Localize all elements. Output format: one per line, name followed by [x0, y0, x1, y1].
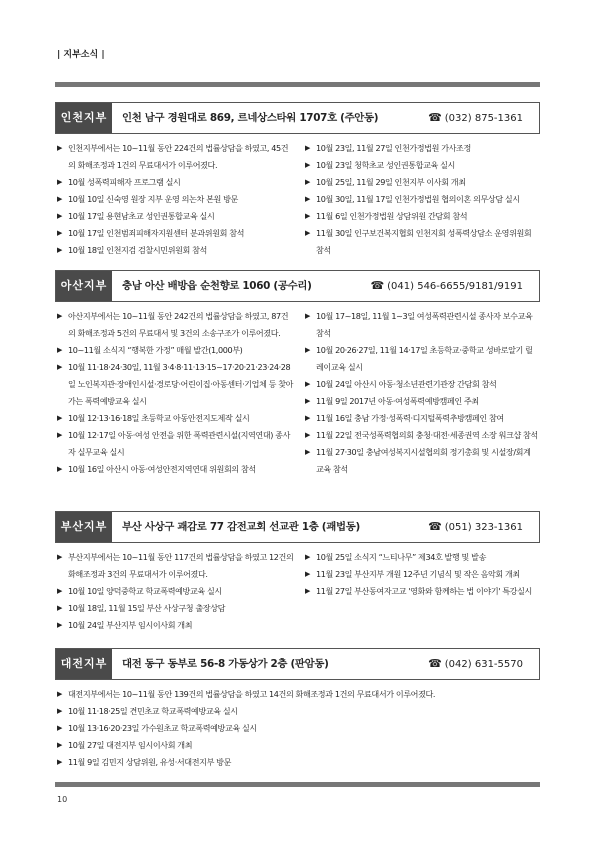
bullet-icon: ▶ [305, 144, 310, 152]
section-label: 부산지부 [56, 512, 112, 542]
bullet-icon: ▶ [305, 587, 310, 595]
bullet-icon: ▶ [57, 195, 62, 203]
list-item: ▶ 10월 11·18·25일 견민초교 학교폭력예방교육 실시 [57, 703, 537, 720]
list-item: ▶ 아산지부에서는 10~11월 동안 242건의 법률상담을 하였고, 87건의 화해조정과 5건의 무료대서 및 3건의 소송구조가 이루어졌다. [57, 308, 295, 342]
list-item: ▶ 11월 23일 부산지부 개원 12주년 기념식 및 작은 음악회 개최 [305, 566, 539, 583]
phone-icon: ☎ [428, 520, 442, 533]
bullet-icon: ▶ [305, 178, 310, 186]
section-label: 대전지부 [56, 649, 112, 679]
top-rule [55, 82, 540, 87]
list-item: ▶ 인천지부에서는 10~11월 동안 224건의 법률상담을 하였고, 45건의 화해조정과 1건의 무료대서가 이루어졌다. [57, 140, 295, 174]
bullet-icon: ▶ [305, 229, 310, 237]
section-asan [55, 270, 540, 474]
section-label: 아산지부 [56, 271, 112, 301]
section-label: 인천지부 [56, 103, 112, 133]
list-item: ▶ 10월 17일 용현남초교 성인권통합교육 실시 [57, 208, 295, 225]
list-item: ▶ 10월 23일, 11월 27일 인천가정법원 가사조정 [305, 140, 539, 157]
section-phone [428, 512, 523, 543]
section-header [55, 648, 540, 680]
bullet-icon: ▶ [305, 161, 310, 169]
phone-icon: ☎ [370, 279, 385, 292]
bullet-icon: ▶ [57, 758, 62, 766]
section-address: 대전 동구 동부로 56-8 가동상가 2층 (판암동) [122, 658, 329, 670]
section-header [55, 102, 540, 134]
item-list-right [305, 140, 539, 259]
list-item: ▶ 10월 13·16·20·23일 가수원초교 학교폭력예방교육 실시 [57, 720, 537, 737]
bullet-icon: ▶ [57, 312, 62, 320]
list-item: ▶ 10월 20·26·27일, 11월 14·17일 초등학교·중학교 성바로알기 릴레이교육 실시 [305, 342, 539, 376]
phone-number: (051) 323-1361 [444, 522, 523, 533]
list-item: ▶ 11월 27·30일 충남여성복지시설협의회 정기총회 및 시설장/회계 교육 참석 [305, 444, 539, 478]
list-item: ▶ 10월 24일 부산지부 임시이사회 개최 [57, 617, 295, 634]
section-header [55, 511, 540, 543]
item-list-left [57, 140, 295, 259]
list-item: ▶ 11월 16일 충남 가정·성폭력·디지털폭력추방캠페인 참여 [305, 410, 539, 427]
bullet-icon: ▶ [57, 144, 62, 152]
phone-number: (042) 631-5570 [444, 659, 523, 670]
list-item: ▶ 10월 25일, 11월 29일 인천지부 이사회 개최 [305, 174, 539, 191]
list-item: ▶ 10월 성폭력피해자 프로그램 실시 [57, 174, 295, 191]
bullet-icon: ▶ [57, 604, 62, 612]
list-item: ▶ 11월 22일 전국성폭력협의회 충청·대전·세종권역 소장 워크샵 참석 [305, 427, 539, 444]
bullet-icon: ▶ [57, 741, 62, 749]
bullet-icon: ▶ [57, 178, 62, 186]
section-phone [428, 649, 523, 680]
list-item: ▶ 11월 9일 김민지 상담위원, 유성·서대전지부 방문 [57, 754, 537, 771]
list-item: ▶ 10월 10일 양덕중학교 학교폭력예방교육 실시 [57, 583, 295, 600]
section-daejeon [55, 648, 540, 771]
bullet-icon: ▶ [305, 414, 310, 422]
bullet-icon: ▶ [57, 724, 62, 732]
bullet-icon: ▶ [305, 212, 310, 220]
list-item: ▶ 10월 12·13·16·18일 초등학교 아동안전지도제작 실시 [57, 410, 295, 427]
bullet-icon: ▶ [57, 587, 62, 595]
running-head: | 지부소식 | [57, 50, 105, 60]
bullet-icon: ▶ [57, 621, 62, 629]
section-address: 충남 아산 배방읍 순천향로 1060 (공수리) [122, 280, 312, 292]
bullet-icon: ▶ [305, 312, 310, 320]
bullet-icon: ▶ [57, 465, 62, 473]
item-list-right [305, 549, 539, 600]
list-item: ▶ 10월 27일 대전지부 임시이사회 개최 [57, 737, 537, 754]
bullet-icon: ▶ [57, 553, 62, 561]
section-phone [370, 271, 523, 302]
section-phone [428, 103, 523, 134]
bullet-icon: ▶ [57, 431, 62, 439]
item-list-right [305, 308, 539, 478]
bullet-icon: ▶ [305, 346, 310, 354]
list-item: ▶ 11월 9일 2017년 아동·여성폭력예방캠페인 주최 [305, 393, 539, 410]
list-item: ▶ 10월 11·18·24·30일, 11월 3·4·8·11·13·15~17·20·21·23·24·28일 노인복지관·장애인시설·경로당·어린이집·아동센터·기업체 등 찾아가는 폭력예방교육 실시 [57, 359, 295, 410]
list-item: ▶ 10월 17~18일, 11월 1~3일 여성폭력관련시설 종사자 보수교육 참석 [305, 308, 539, 342]
list-item: ▶ 11월 30일 인구보건복지협회 인천지회 성폭력상담소 운영위원회 참석 [305, 225, 539, 259]
list-item: ▶ 10~11월 소식지 “행복한 가정” 매월 발간(1,000부) [57, 342, 295, 359]
section-address: 부산 사상구 괘감로 77 감전교회 선교관 1층 (괘법동) [122, 521, 360, 533]
page-number: 10 [57, 795, 68, 804]
phone-icon: ☎ [428, 657, 442, 670]
list-item: ▶ 부산지부에서는 10~11월 동안 117건의 법률상담을 하였고 12건의 화해조정과 3건의 무료대서가 이루어졌다. [57, 549, 295, 583]
bullet-icon: ▶ [57, 707, 62, 715]
bullet-icon: ▶ [57, 414, 62, 422]
bullet-icon: ▶ [57, 246, 62, 254]
item-list-left [57, 308, 295, 478]
bullet-icon: ▶ [305, 553, 310, 561]
section-header [55, 270, 540, 302]
bullet-icon: ▶ [57, 212, 62, 220]
bottom-rule [55, 782, 540, 787]
item-list [57, 686, 537, 771]
bullet-icon: ▶ [305, 431, 310, 439]
section-incheon [55, 102, 540, 255]
section-address: 인천 남구 경원대로 869, 르네상스타워 1707호 (주안동) [122, 112, 379, 124]
bullet-icon: ▶ [305, 195, 310, 203]
bullet-icon: ▶ [57, 229, 62, 237]
list-item: ▶ 10월 10일 신숙영 원장 지부 운영 의논차 본원 방문 [57, 191, 295, 208]
list-item: ▶ 10월 18일, 11월 15일 부산 사상구청 출장상담 [57, 600, 295, 617]
list-item: ▶ 10월 25일 소식지 “느티나무” 제34호 발행 및 발송 [305, 549, 539, 566]
section-busan [55, 511, 540, 630]
bullet-icon: ▶ [305, 380, 310, 388]
list-item: ▶ 10월 12·17일 아동·여성 안전을 위한 폭력관련시설(지역연대) 종사자 실무교육 실시 [57, 427, 295, 461]
bullet-icon: ▶ [57, 346, 62, 354]
list-item: ▶ 10월 18일 인천지검 검찰시민위원회 참석 [57, 242, 295, 259]
list-item: ▶ 10월 17일 인천범죄피해자지원센터 분과위원회 참석 [57, 225, 295, 242]
list-item: ▶ 10월 23일 청학초교 성인권통합교육 실시 [305, 157, 539, 174]
item-list-left [57, 549, 295, 634]
list-item: ▶ 11월 6일 인천가정법원 상담위원 간담회 참석 [305, 208, 539, 225]
list-item: ▶ 11월 27일 부산동여자고교 '영화와 함께하는 법 이야기' 특강실시 [305, 583, 539, 600]
bullet-icon: ▶ [305, 570, 310, 578]
phone-number: (041) 546-6655/9181/9191 [387, 281, 523, 292]
bullet-icon: ▶ [305, 397, 310, 405]
list-item: ▶ 10월 30일, 11월 17일 인천가정법원 협의이혼 의무상담 실시 [305, 191, 539, 208]
list-item: ▶ 10월 16일 아산시 아동·여성안전지역연대 위원회의 참석 [57, 461, 295, 478]
bullet-icon: ▶ [305, 448, 310, 456]
phone-number: (032) 875-1361 [444, 113, 523, 124]
bullet-icon: ▶ [57, 690, 62, 698]
phone-icon: ☎ [428, 111, 442, 124]
list-item: ▶ 대전지부에서는 10~11월 동안 139건의 법률상담을 하였고 14건의 화해조정과 1건의 무료대서가 이루어졌다. [57, 686, 537, 703]
bullet-icon: ▶ [57, 363, 62, 371]
list-item: ▶ 10월 24일 아산시 아동·청소년관련기관장 간담회 참석 [305, 376, 539, 393]
